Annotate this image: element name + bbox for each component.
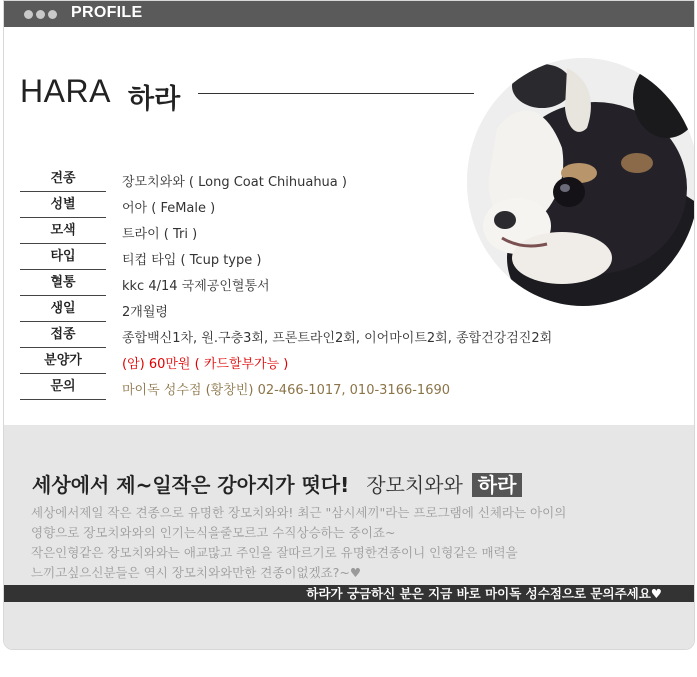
promo-headline-text: 세상에서 제~일작은 강아지가 떳다! <box>32 473 350 497</box>
info-label: 견종 <box>20 167 106 192</box>
promo-breed: 장모치와와 <box>366 473 463 497</box>
info-label: 분양가 <box>20 349 106 374</box>
promo-cta-bar <box>4 585 694 602</box>
header-dot <box>48 10 57 19</box>
info-value: kkc 4/14 국제공인혈통서 <box>122 279 270 294</box>
header-dots <box>24 10 57 19</box>
header-dot <box>36 10 45 19</box>
info-label: 생일 <box>20 297 106 322</box>
dog-name-korean: 하라 <box>128 84 181 115</box>
header-dot <box>24 10 33 19</box>
chihuahua-photo-illustration <box>467 58 695 306</box>
info-value: 티컵 타입 ( Tcup type ) <box>122 253 262 268</box>
info-label: 모색 <box>20 219 106 244</box>
info-value-contact: 마이독 성수점 (황창빈) 02-466-1017, 010-3166-1690 <box>122 383 451 398</box>
promo-section <box>4 425 694 649</box>
info-label: 혈통 <box>20 271 106 296</box>
promo-description <box>31 503 566 583</box>
dog-photo <box>467 58 695 306</box>
promo-line: 세상에서제일 작은 견종으로 유명한 장모치와와! 최근 "삼시세끼"라는 프로그램에 신체라는 아이의 <box>31 505 567 520</box>
info-value-price: (암) 60만원 ( 카드할부가능 ) <box>122 357 289 372</box>
info-label: 문의 <box>20 375 106 400</box>
info-value: 트라이 ( Tri ) <box>122 227 198 242</box>
promo-line: 느끼고싶으신분들은 역시 장모치와와만한 견종이없겠죠?~♥ <box>31 565 362 580</box>
info-value: 어아 ( FeMale ) <box>122 201 216 216</box>
header-title: PROFILE <box>71 4 143 21</box>
info-label: 타입 <box>20 245 106 270</box>
info-value: 장모치와와 ( Long Coat Chihuahua ) <box>122 175 347 190</box>
promo-headline <box>32 469 522 498</box>
info-label: 성별 <box>20 193 106 218</box>
promo-line: 작은인형같은 장모치와와는 애교많고 주인을 잘따르기로 유명한견종이니 인형같은 매력을 <box>31 545 518 560</box>
info-value: 종합백신1차, 원.구충3회, 프론트라인2회, 이어마이트2회, 종합건강검진2회 <box>122 331 553 346</box>
dog-name-english: HARA <box>20 73 111 109</box>
profile-header <box>4 1 694 27</box>
promo-name-badge: 하라 <box>472 473 523 497</box>
info-label: 접종 <box>20 323 106 348</box>
name-divider <box>198 93 474 94</box>
promo-cta-text: 하라가 궁금하신 분은 지금 바로 마이독 성수점으로 문의주세요♥ <box>306 586 662 601</box>
profile-card <box>3 0 695 650</box>
info-value: 2개월령 <box>122 305 168 320</box>
promo-line: 영향으로 장모치와와의 인기는식을줄모르고 수직상승하는 중이죠~ <box>31 525 396 540</box>
